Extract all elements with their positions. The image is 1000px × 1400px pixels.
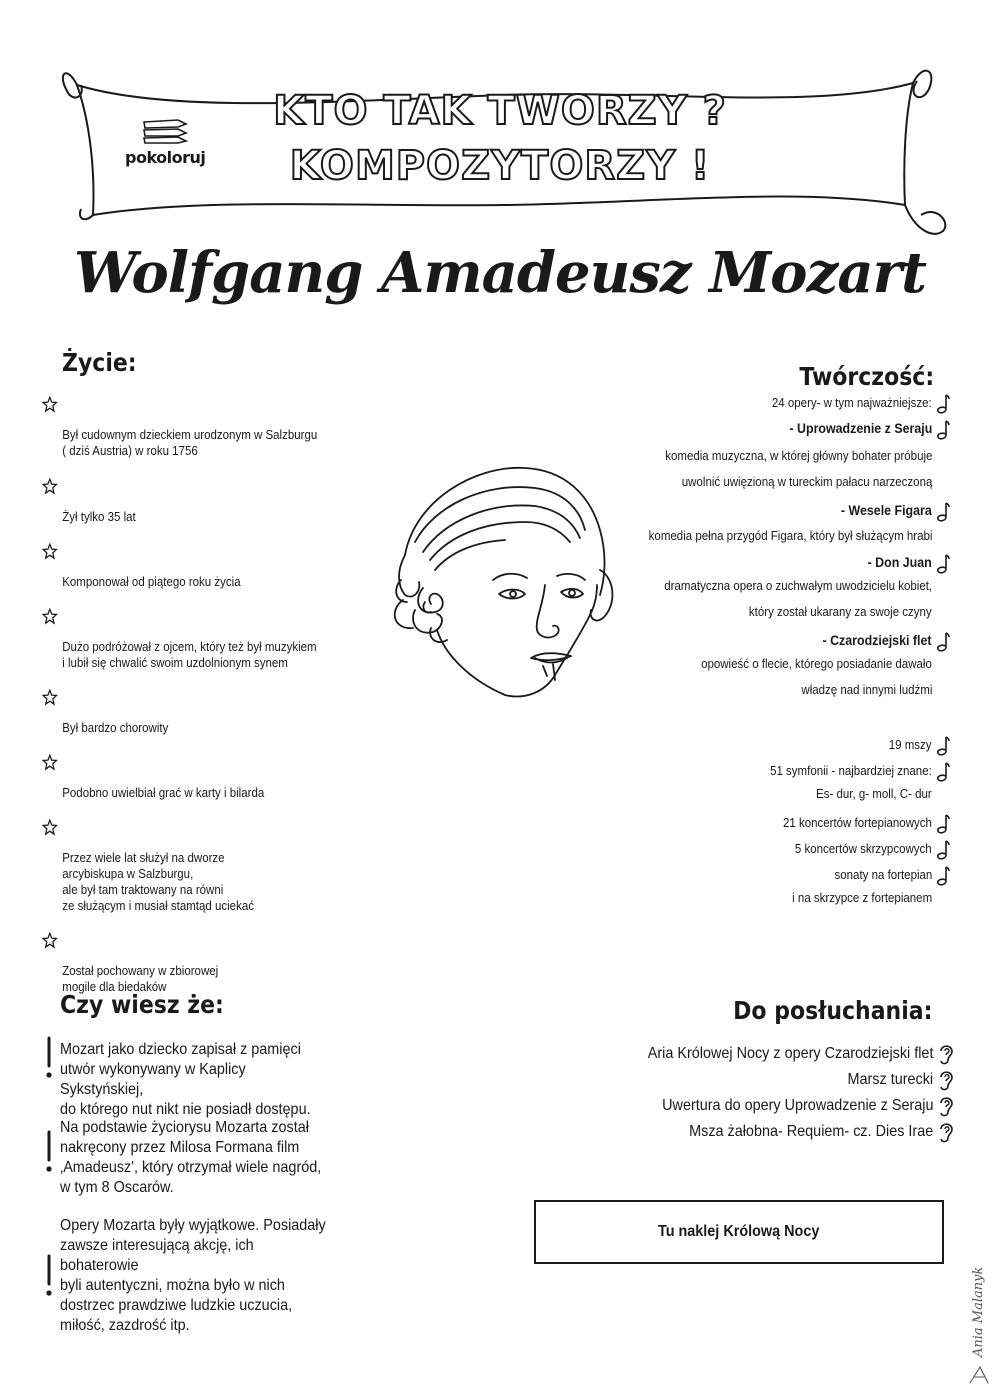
works-item-text: 51 symfonii - najbardziej znane:: [770, 764, 932, 779]
exclamation-icon: [42, 1254, 56, 1298]
listen-item: [632, 1094, 955, 1118]
star-icon: [42, 689, 58, 706]
star-icon: [42, 819, 58, 836]
music-note-icon: [936, 865, 950, 887]
life-item-text: Podobno uwielbiał grać w karty i bilarda: [62, 786, 265, 800]
listen-item: [662, 1120, 955, 1144]
music-note-icon: [936, 735, 950, 757]
listen-item-text: Marsz turecki: [847, 1071, 933, 1089]
music-note-icon: [936, 839, 950, 861]
works-item-text: 24 opery- w tym najważniejsze:: [772, 396, 932, 411]
works-item-text: - Uprowadzenie z Seraju: [789, 421, 932, 437]
sticker-label: Tu naklej Królową Nocy: [658, 1223, 820, 1240]
mozart-portrait: [375, 460, 635, 710]
list-item: [42, 477, 336, 525]
list-item: [42, 753, 336, 801]
works-item-text: Es- dur, g- moll, C- dur: [816, 787, 932, 801]
ear-icon: [937, 1120, 955, 1144]
listen-item: [616, 1042, 955, 1066]
works-item-text: 21 koncertów fortepianowych: [783, 816, 932, 831]
works-item: [756, 761, 950, 783]
works-item-text: opowieść o flecie, którego posiadanie dawało: [701, 657, 932, 671]
fact-text: Mozart jako dziecko zapisał z pamięci utwór wykonywany w Kaplicy Sykstyńskiej, do którego nut nikt nie posiadł dostępu.: [60, 1041, 311, 1118]
color-label: pokoloruj: [125, 148, 206, 167]
works-item-text: uwolnić uwięzioną w tureckim pałacu narzeczoną: [681, 475, 932, 489]
list-item: [42, 818, 336, 914]
works-item-text: komedia pełna przygód Figara, który był służącym hrabi: [648, 529, 932, 543]
works-item: [777, 419, 950, 441]
works-item: [642, 449, 950, 463]
star-icon: [42, 396, 58, 413]
works-item: [790, 683, 950, 697]
works-item: [783, 839, 950, 861]
ear-icon: [937, 1042, 955, 1066]
star-icon: [42, 608, 58, 625]
life-list: [42, 395, 362, 995]
works-item: [780, 891, 950, 905]
works-item-text: - Wesele Figara: [841, 503, 932, 519]
music-note-icon: [936, 813, 950, 835]
works-item: [624, 529, 950, 543]
page-title: Wolfgang Amadeusz Mozart: [74, 240, 926, 306]
works-item: [758, 393, 950, 415]
exclamation-icon: [42, 1130, 56, 1174]
works-item: [641, 579, 950, 593]
list-item: [42, 931, 336, 995]
life-item-text: Dużo podróżował z ojcem, który też był muzykiem i lubił się chwalić swoim uzdolnionym synem: [62, 640, 317, 670]
works-item: [862, 553, 950, 575]
works-item-text: władzę nad innymi ludźmi: [800, 683, 932, 697]
works-item: [833, 501, 950, 523]
star-icon: [42, 754, 58, 771]
fact-text: Opery Mozarta były wyjątkowe. Posiadały zawsze interesującą akcję, ich bohaterowie byli autentyczni, można było w nich dostrzec prawdziwe ludzkie uczucia, miłość, zazdrość itp.: [60, 1217, 326, 1334]
works-item: [733, 605, 950, 619]
works-item-text: i na skrzypce z fortepianem: [792, 891, 932, 905]
works-item-text: - Don Juan: [867, 555, 932, 571]
works-item-text: dramatyczna opera o zuchwałym uwodzicielu kobiet,: [664, 579, 932, 593]
life-item-text: Został pochowany w zbiorowej mogile dla biedaków: [62, 964, 219, 994]
works-item: [826, 865, 950, 887]
listen-heading: Do posłuchania:: [732, 996, 932, 1025]
star-icon: [42, 478, 58, 495]
works-item: [885, 735, 950, 757]
sticker-box: [534, 1200, 944, 1264]
ear-icon: [937, 1094, 955, 1118]
music-note-icon: [936, 393, 950, 415]
list-item: [42, 607, 336, 671]
author-signature: [962, 1225, 996, 1385]
banner-title-line-2: KOMPOZYTORZY !: [289, 143, 711, 189]
ear-icon: [937, 1068, 955, 1092]
works-item-text: 5 koncertów skrzypcowych: [795, 842, 932, 857]
list-item: [42, 542, 336, 590]
works-item: [681, 657, 950, 671]
music-note-icon: [936, 501, 950, 523]
life-item-text: Był cudownym dzieckiem urodzonym w Salzburgu ( dziś Austria) w roku 1756: [62, 428, 318, 458]
banner-title-line-1: KTO TAK TWORZY ?: [273, 88, 727, 134]
works-heading: Twórczość:: [799, 362, 934, 391]
works-item: [770, 813, 950, 835]
music-note-icon: [936, 631, 950, 653]
life-item-text: Komponował od piątego roku życia: [62, 575, 241, 589]
works-item-text: sonaty na fortepian: [834, 868, 932, 883]
works-item-text: - Czarodziejski flet: [822, 633, 932, 649]
works-item: [806, 787, 950, 801]
music-note-icon: [936, 553, 950, 575]
music-note-icon: [936, 761, 950, 783]
listen-item-text: Msza żałobna- Requiem- cz. Dies Irae: [688, 1123, 933, 1141]
life-item-text: Przez wiele lat służył na dworze arcybiskupa w Salzburgu, ale był tam traktowany na równi ze służącym i musiał stamtąd uciekać: [62, 851, 254, 913]
life-item-text: Był bardzo chorowity: [62, 721, 169, 735]
svg-text:Ania Malanyk: Ania Malanyk: [971, 1266, 986, 1357]
listen-item: [838, 1068, 955, 1092]
works-item-text: 19 mszy: [889, 738, 932, 753]
star-icon: [42, 543, 58, 560]
life-item-text: Żył tylko 35 lat: [62, 510, 136, 524]
exclamation-icon: [42, 1036, 56, 1080]
works-item: [813, 631, 950, 653]
life-heading: Życie:: [62, 348, 137, 377]
list-item: [42, 395, 336, 459]
works-item-text: komedia muzyczna, w której główny bohater próbuje: [664, 449, 932, 463]
listen-item-text: Uwertura do opery Uprowadzenie z Seraju: [661, 1097, 933, 1115]
did-you-know-heading: Czy wiesz że:: [60, 990, 224, 1019]
works-item-text: który został ukarany za swoje czyny: [749, 605, 932, 619]
music-note-icon: [936, 419, 950, 441]
fact-text: Na podstawie życiorysu Mozarta został nakręcony przez Milosa Formana film ‚Amadeusz', który otrzymał wiele nagród, w tym 8 Oscarów.: [60, 1119, 322, 1196]
list-item: [42, 688, 336, 736]
star-icon: [42, 932, 58, 949]
works-item: [660, 475, 950, 489]
listen-item-text: Aria Królowej Nocy z opery Czarodziejski flet: [647, 1045, 933, 1063]
